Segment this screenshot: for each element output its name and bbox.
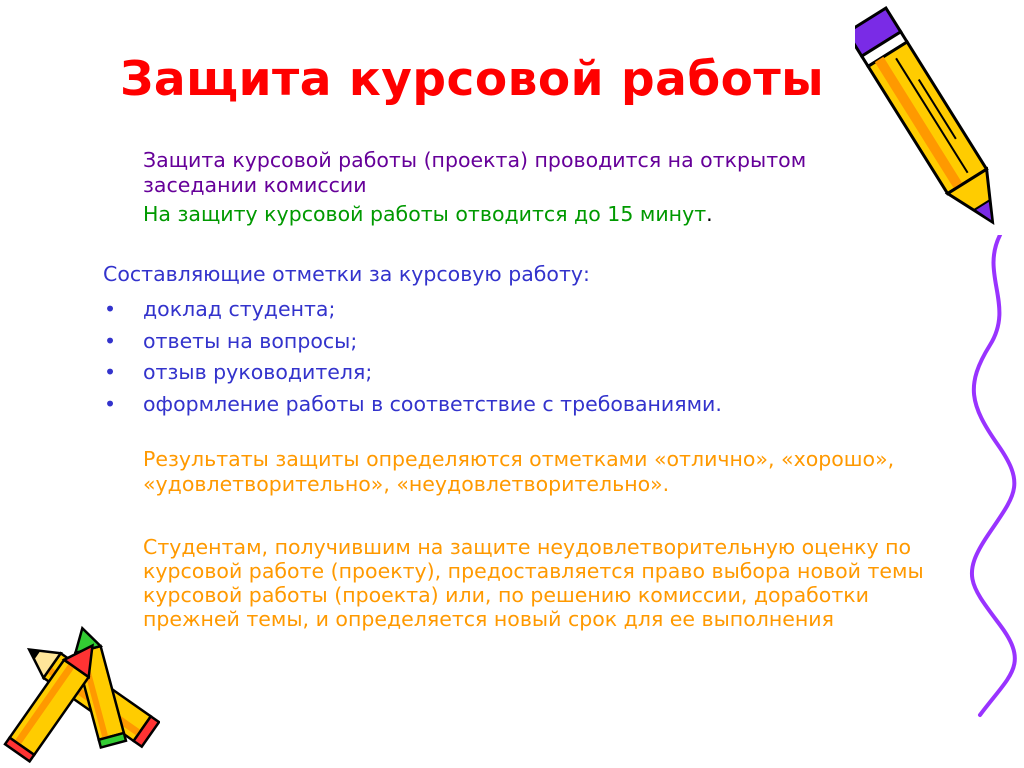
bullet-mark: • bbox=[104, 360, 117, 384]
list-item-text: оформление работы в соответствие с требованиями. bbox=[143, 391, 722, 416]
list-item-text: отзыв руководителя; bbox=[143, 360, 373, 384]
intro-line-2-period: . bbox=[706, 202, 713, 226]
list-item-text: доклад студента; bbox=[143, 297, 336, 321]
list-item bbox=[103, 294, 722, 326]
pencil-icon bbox=[855, 0, 1005, 245]
bullet-mark: • bbox=[104, 391, 117, 416]
bullet-mark: • bbox=[104, 297, 117, 321]
bullet-mark: • bbox=[104, 328, 117, 353]
pencils-icon bbox=[0, 618, 160, 768]
list-item-text: ответы на вопросы; bbox=[143, 328, 358, 353]
intro-line-1: Защита курсовой работы (проекта) проводится на открытом заседании комиссии bbox=[143, 148, 807, 197]
results-paragraph: Результаты защиты определяются отметками «отлично», «хорошо», «удовлетворительно», «неудовлетворительно». bbox=[143, 447, 895, 496]
list-item bbox=[103, 389, 722, 421]
slide-title: Защита курсовой работы bbox=[120, 52, 825, 107]
wavy-line-icon bbox=[960, 235, 1020, 725]
intro-paragraph-1 bbox=[143, 148, 903, 198]
components-list bbox=[103, 294, 722, 420]
intro-paragraph-2 bbox=[143, 202, 903, 227]
intro-line-2: На защиту курсовой работы отводится до 15 минут bbox=[143, 202, 707, 226]
failing-paragraph: Студентам, получившим на защите неудовлетворительную оценку по курсовой работе (проекту), предоставляется право выбора новой темы курсовой работы (проекта) или, по решению комиссии, доработки прежней темы, и определяется новый срок для ее выполнения bbox=[143, 535, 924, 631]
components-heading: Составляющие отметки за курсовую работу: bbox=[103, 262, 590, 286]
list-item bbox=[103, 357, 722, 389]
list-item bbox=[103, 326, 722, 358]
